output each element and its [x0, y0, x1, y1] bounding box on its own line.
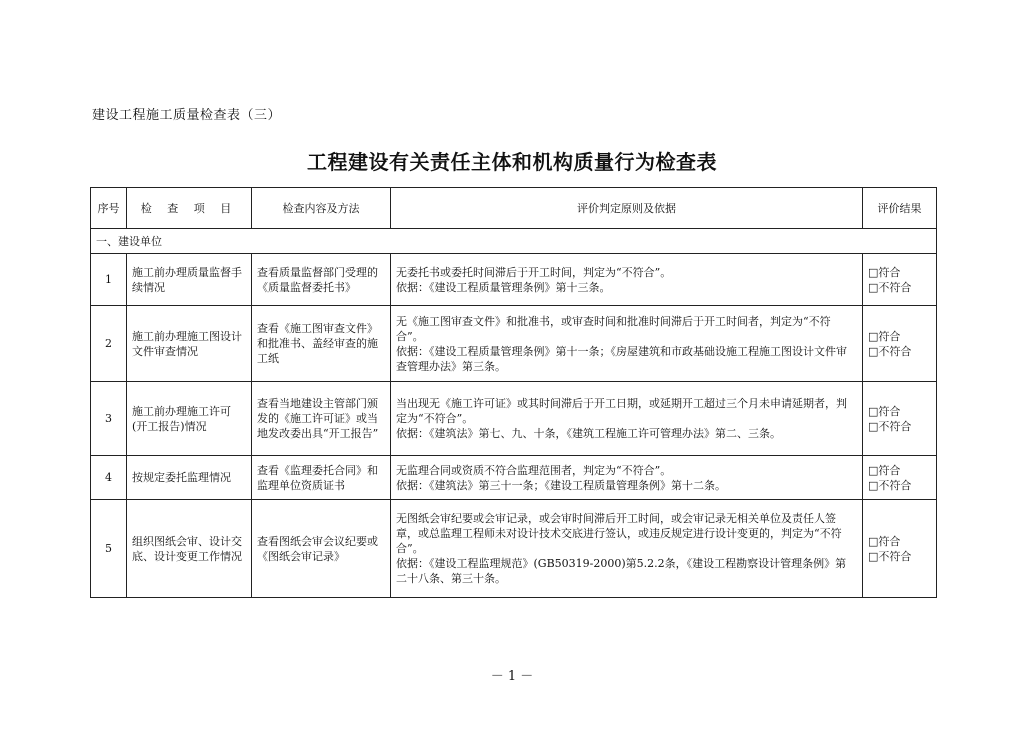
row-item: 施工前办理施工许可(开工报告)情况	[127, 382, 252, 456]
criteria-rule: 无《施工图审查文件》和批准书，或审查时间和批准时间滞后于开工时间者，判定为“不符合”。	[396, 314, 831, 343]
document-subtitle: 建设工程施工质量检查表（三）	[92, 108, 282, 123]
table-row	[91, 306, 937, 382]
row-no: 4	[91, 456, 127, 500]
row-method: 查看图纸会审会议纪要或《图纸会审记录》	[252, 500, 391, 598]
row-method: 查看质量监督部门受理的《质量监督委托书》	[252, 254, 391, 306]
row-method: 查看《施工图审查文件》和批准书、盖经审查的施工纸	[252, 306, 391, 382]
row-criteria	[391, 500, 863, 598]
criteria-basis: 依据：《建筑法》第七、九、十条，《建筑工程施工许可管理办法》第二、三条。	[396, 427, 781, 440]
option-nonconform-checkbox[interactable]: □不符合	[868, 478, 912, 492]
row-method: 查看当地建设主管部门颁发的《施工许可证》或当地发改委出具“开工报告”	[252, 382, 391, 456]
row-item: 按规定委托监理情况	[127, 456, 252, 500]
page-number: － 1 －	[490, 669, 534, 684]
row-item: 施工前办理施工图设计文件审查情况	[127, 306, 252, 382]
row-criteria	[391, 254, 863, 306]
row-no: 1	[91, 254, 127, 306]
table-row	[91, 456, 937, 500]
option-conform-checkbox[interactable]: □符合	[868, 534, 901, 548]
row-item: 施工前办理质量监督手续情况	[127, 254, 252, 306]
criteria-basis: 依据：《建设工程监理规范》(GB50319-2000)第5.2.2条，《建设工程勘察设计管理条例》第二十八条、第三十条。	[396, 557, 847, 585]
row-no: 2	[91, 306, 127, 382]
inspection-table	[90, 187, 937, 598]
row-result	[863, 456, 937, 500]
row-criteria	[391, 382, 863, 456]
row-no: 5	[91, 500, 127, 598]
row-criteria	[391, 306, 863, 382]
header-result: 评价结果	[863, 188, 937, 229]
criteria-rule: 无委托书或委托时间滞后于开工时间，判定为“不符合”。	[396, 265, 672, 279]
criteria-rule: 无图纸会审纪要或会审记录，或会审时间滞后开工时间，或会审记录无相关单位及责任人签章，或总监理工程师未对设计技术交底进行签认，或违反规定进行设计变更的，判定为“不符合”。	[396, 512, 842, 555]
option-nonconform-checkbox[interactable]: □不符合	[868, 344, 912, 358]
row-result	[863, 254, 937, 306]
section-label: 一、建设单位	[91, 229, 937, 254]
option-conform-checkbox[interactable]: □符合	[868, 265, 901, 279]
table-row	[91, 382, 937, 456]
table-row	[91, 500, 937, 598]
section-row	[91, 229, 937, 254]
header-item-label: 检 查 项 目	[140, 201, 238, 215]
table-header-row	[91, 188, 937, 229]
table-row	[91, 254, 937, 306]
row-no: 3	[91, 382, 127, 456]
header-method: 检查内容及方法	[252, 188, 391, 229]
header-criteria: 评价判定原则及依据	[391, 188, 863, 229]
row-result	[863, 500, 937, 598]
option-nonconform-checkbox[interactable]: □不符合	[868, 280, 912, 294]
option-conform-checkbox[interactable]: □符合	[868, 463, 901, 477]
option-conform-checkbox[interactable]: □符合	[868, 329, 901, 343]
criteria-basis: 依据：《建筑法》第三十一条；《建设工程质量管理条例》第十二条。	[396, 478, 726, 492]
option-conform-checkbox[interactable]: □符合	[868, 404, 901, 418]
criteria-rule: 当出现无《施工许可证》或其时间滞后于开工日期，或延期开工超过三个月未申请延期者，判定为“不符合”。	[396, 397, 847, 425]
row-method: 查看《监理委托合同》和监理单位资质证书	[252, 456, 391, 500]
document-title: 工程建设有关责任主体和机构质量行为检查表	[307, 150, 717, 174]
criteria-basis: 依据：《建设工程质量管理条例》第十三条。	[396, 280, 611, 294]
row-result	[863, 306, 937, 382]
criteria-basis: 依据：《建设工程质量管理条例》第十一条；《房屋建筑和市政基础设施工程施工图设计文件审查管理办法》第三条。	[396, 344, 847, 373]
option-nonconform-checkbox[interactable]: □不符合	[868, 549, 912, 563]
row-criteria	[391, 456, 863, 500]
header-no: 序号	[91, 188, 127, 229]
option-nonconform-checkbox[interactable]: □不符合	[868, 419, 912, 433]
row-result	[863, 382, 937, 456]
header-item	[127, 188, 252, 229]
criteria-rule: 无监理合同或资质不符合监理范围者，判定为“不符合”。	[396, 463, 672, 477]
row-item: 组织图纸会审、设计交底、设计变更工作情况	[127, 500, 252, 598]
